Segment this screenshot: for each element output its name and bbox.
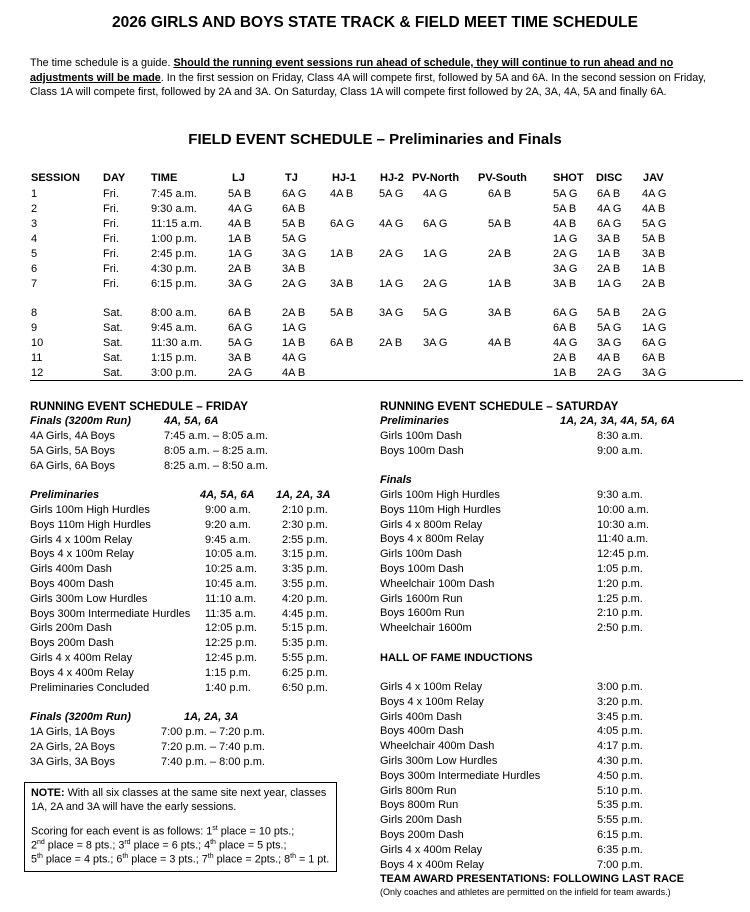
field-cell-hj2: 5A G bbox=[379, 188, 404, 200]
field-cell-session: 8 bbox=[31, 307, 38, 319]
field-cell-lj: 5A G bbox=[228, 337, 253, 349]
field-cell-shot: 6A G bbox=[553, 307, 578, 319]
field-cell-pv-north: 4A G bbox=[423, 188, 448, 200]
event-time: 9:00 a.m. bbox=[205, 504, 251, 516]
event-time: 3:55 p.m. bbox=[282, 578, 328, 590]
page-title: 2026 GIRLS AND BOYS STATE TRACK & FIELD MEET TIME SCHEDULE bbox=[112, 14, 638, 31]
field-cell-shot: 5A B bbox=[553, 203, 577, 215]
field-cell-day: Sat. bbox=[103, 322, 123, 334]
field-cell-day: Fri. bbox=[103, 263, 119, 275]
event-name: Boys 110m High Hurdles bbox=[30, 518, 151, 531]
field-cell-tj: 4A B bbox=[282, 367, 306, 379]
event-name: Wheelchair 100m Dash bbox=[380, 577, 495, 590]
field-cell-pv-south: 3A B bbox=[488, 307, 512, 319]
field-cell-time: 11:30 a.m. bbox=[151, 337, 203, 349]
field-cell-pv-south: 1A B bbox=[488, 278, 512, 290]
field-cell-lj: 6A B bbox=[228, 307, 252, 319]
field-cell-disc: 2A G bbox=[597, 367, 622, 379]
field-table-divider bbox=[30, 380, 743, 381]
event-name: 6A Girls, 6A Boys bbox=[30, 459, 115, 472]
event-name: Boys 100m Dash bbox=[380, 563, 464, 575]
col-hj2: HJ-2 bbox=[380, 172, 404, 184]
event-name: Boys 4 x 400m Relay bbox=[380, 858, 484, 871]
field-cell-disc: 6A B bbox=[597, 188, 621, 200]
event-time: 4:30 p.m. bbox=[597, 755, 643, 767]
event-name: Preliminaries Concluded bbox=[30, 681, 150, 694]
field-cell-disc: 2A B bbox=[597, 263, 621, 275]
col-tj: TJ bbox=[285, 172, 298, 184]
event-name: 5A Girls, 5A Boys bbox=[30, 444, 115, 457]
event-time: 11:35 a.m. bbox=[205, 607, 257, 620]
col-lj: LJ bbox=[232, 172, 245, 184]
field-cell-jav: 6A B bbox=[642, 352, 666, 364]
field-cell-lj: 3A G bbox=[228, 278, 253, 290]
field-cell-pv-north: 3A G bbox=[423, 337, 448, 349]
event-time: 4:05 p.m. bbox=[597, 725, 643, 738]
field-cell-tj: 5A B bbox=[282, 218, 306, 230]
col-pv-south: PV-South bbox=[478, 172, 527, 184]
event-time: 8:05 a.m. – 8:25 a.m. bbox=[164, 444, 268, 457]
event-time: 1:05 p.m. bbox=[597, 563, 643, 575]
field-cell-hj1: 3A B bbox=[330, 278, 354, 290]
field-cell-disc: 6A G bbox=[597, 218, 622, 230]
event-time: 10:30 a.m. bbox=[597, 518, 649, 531]
col-jav: JAV bbox=[643, 172, 664, 184]
field-cell-day: Fri. bbox=[103, 233, 119, 245]
event-name: Boys 110m High Hurdles bbox=[380, 503, 501, 516]
field-cell-session: 1 bbox=[31, 188, 38, 200]
event-time: 12:45 p.m. bbox=[205, 652, 257, 664]
event-time: 8:25 a.m. – 8:50 a.m. bbox=[164, 459, 268, 472]
event-name: Boys 4 x 100m Relay bbox=[30, 548, 134, 561]
event-time: 11:10 a.m. bbox=[205, 592, 257, 605]
field-cell-time: 7:45 a.m. bbox=[151, 188, 197, 200]
event-time: 3:45 p.m. bbox=[597, 710, 643, 723]
field-cell-hj1: 1A B bbox=[330, 248, 354, 260]
field-cell-hj2: 2A B bbox=[379, 337, 403, 349]
field-cell-disc: 5A B bbox=[597, 307, 621, 319]
field-cell-session: 11 bbox=[31, 352, 43, 364]
field-cell-tj: 1A B bbox=[282, 337, 306, 349]
field-cell-time: 6:15 p.m. bbox=[151, 278, 197, 290]
field-cell-session: 3 bbox=[31, 218, 38, 230]
event-time: 7:40 p.m. – 8:00 p.m. bbox=[161, 755, 265, 768]
field-cell-day: Fri. bbox=[103, 218, 119, 230]
col-shot: SHOT bbox=[553, 172, 584, 184]
field-cell-shot: 5A G bbox=[553, 188, 578, 200]
event-time: 7:20 p.m. – 7:40 p.m. bbox=[161, 740, 265, 753]
field-cell-session: 9 bbox=[31, 322, 38, 334]
field-cell-session: 6 bbox=[31, 263, 38, 275]
field-cell-disc: 5A G bbox=[597, 322, 622, 334]
event-time: 4:17 p.m. bbox=[597, 740, 643, 753]
field-row bbox=[0, 188, 750, 202]
event-time: 5:35 p.m. bbox=[282, 637, 328, 650]
event-time: 2:55 p.m. bbox=[282, 533, 328, 546]
field-cell-session: 10 bbox=[31, 337, 44, 349]
field-cell-pv-south: 5A B bbox=[488, 218, 512, 230]
field-cell-day: Sat. bbox=[103, 307, 123, 319]
field-cell-time: 2:45 p.m. bbox=[151, 248, 197, 260]
field-cell-time: 8:00 a.m. bbox=[151, 307, 197, 319]
field-cell-pv-north: 1A G bbox=[423, 248, 448, 260]
event-name: Girls 4 x 100m Relay bbox=[380, 681, 483, 693]
field-cell-pv-north: 2A G bbox=[423, 278, 448, 290]
intro-emphasis: Should the running event sessions run ahead of schedule, they will continue to run ahead and no adjustments will be made bbox=[30, 57, 674, 84]
field-cell-pv-south: 4A B bbox=[488, 337, 512, 349]
event-name: 4A Girls, 4A Boys bbox=[30, 430, 115, 442]
event-name: 1A Girls, 1A Boys bbox=[30, 726, 115, 738]
field-cell-day: Sat. bbox=[103, 352, 123, 364]
event-name: Girls 400m Dash bbox=[380, 710, 462, 723]
col-time: TIME bbox=[151, 172, 178, 184]
saturday-prelims-label: Preliminaries bbox=[380, 415, 450, 427]
team-award-heading: TEAM AWARD PRESENTATIONS: FOLLOWING LAST RACE bbox=[380, 873, 684, 885]
field-cell-jav: 2A B bbox=[642, 278, 666, 290]
event-name: Boys 200m Dash bbox=[380, 829, 464, 841]
col-hj1: HJ-1 bbox=[332, 172, 356, 184]
event-time: 5:55 p.m. bbox=[597, 814, 643, 827]
event-name: Boys 200m Dash bbox=[30, 637, 114, 650]
hall-of-fame-heading: HALL OF FAME INDUCTIONS bbox=[380, 652, 533, 664]
field-cell-jav: 4A G bbox=[642, 188, 667, 200]
friday-prelims-col1: 4A, 5A, 6A bbox=[200, 489, 255, 501]
field-row bbox=[0, 337, 750, 351]
event-time: 1:25 p.m. bbox=[597, 592, 643, 605]
field-row bbox=[0, 218, 750, 232]
field-cell-session: 12 bbox=[31, 367, 44, 379]
event-time: 6:50 p.m. bbox=[282, 681, 328, 694]
col-pv-north: PV-North bbox=[412, 172, 460, 184]
field-cell-day: Fri. bbox=[103, 278, 119, 290]
event-time: 4:20 p.m. bbox=[282, 592, 328, 605]
event-name: Boys 1600m Run bbox=[380, 607, 465, 620]
field-cell-tj: 6A G bbox=[282, 188, 307, 200]
field-cell-session: 7 bbox=[31, 278, 38, 290]
field-cell-pv-north: 6A G bbox=[423, 218, 448, 230]
event-name: Girls 300m Low Hurdles bbox=[30, 592, 148, 605]
event-time: 5:35 p.m. bbox=[597, 799, 643, 812]
note-text-1: With all six classes at the same site next year, classes bbox=[64, 787, 327, 799]
field-cell-time: 11:15 a.m. bbox=[151, 218, 203, 230]
field-row bbox=[0, 367, 750, 381]
field-cell-time: 3:00 p.m. bbox=[151, 367, 197, 379]
field-cell-day: Sat. bbox=[103, 367, 123, 379]
note-box bbox=[24, 782, 337, 872]
friday-finals1-classes: 4A, 5A, 6A bbox=[164, 415, 219, 427]
event-time: 1:15 p.m. bbox=[205, 666, 251, 679]
note-line-1 bbox=[31, 787, 326, 799]
event-name: Boys 100m Dash bbox=[380, 444, 464, 457]
field-cell-tj: 1A G bbox=[282, 322, 307, 334]
event-name: Girls 200m Dash bbox=[30, 622, 112, 635]
field-cell-jav: 2A G bbox=[642, 307, 667, 319]
field-cell-shot: 4A B bbox=[553, 218, 577, 230]
field-cell-shot: 3A B bbox=[553, 278, 577, 290]
event-time: 3:00 p.m. bbox=[597, 681, 643, 693]
event-name: Girls 100m High Hurdles bbox=[380, 489, 500, 501]
field-row bbox=[0, 307, 750, 321]
saturday-finals-label: Finals bbox=[380, 474, 412, 486]
event-time: 2:30 p.m. bbox=[282, 518, 328, 531]
field-cell-lj: 4A B bbox=[228, 218, 252, 230]
field-row bbox=[0, 263, 750, 277]
event-time: 3:35 p.m. bbox=[282, 563, 328, 576]
event-time: 2:10 p.m. bbox=[282, 504, 328, 516]
note-label: NOTE: bbox=[31, 787, 65, 799]
event-time: 7:00 p.m. bbox=[597, 858, 643, 871]
event-time: 8:30 a.m. bbox=[597, 430, 643, 442]
field-cell-hj2: 2A G bbox=[379, 248, 404, 260]
event-time: 3:15 p.m. bbox=[282, 548, 328, 561]
event-time: 6:35 p.m. bbox=[597, 843, 643, 856]
field-table-header bbox=[0, 172, 750, 186]
note-line-2: 1A, 2A and 3A will have the early sessions. bbox=[31, 801, 237, 813]
event-time: 5:55 p.m. bbox=[282, 652, 328, 664]
field-cell-jav: 3A B bbox=[642, 248, 666, 260]
friday-finals2-classes: 1A, 2A, 3A bbox=[184, 711, 239, 723]
event-time: 10:00 a.m. bbox=[597, 503, 649, 516]
event-time: 12:05 p.m. bbox=[205, 622, 257, 635]
event-name: 2A Girls, 2A Boys bbox=[30, 740, 115, 753]
event-name: Girls 100m Dash bbox=[380, 548, 462, 561]
event-name: Boys 400m Dash bbox=[30, 578, 114, 590]
scoring-line-3: 5th place = 4 pts.; 6th place = 3 pts.; 7th place = 2pts.; 8th = 1 pt. bbox=[31, 853, 330, 866]
event-name: Girls 1600m Run bbox=[380, 592, 463, 605]
friday-finals1-label: Finals (3200m Run) bbox=[30, 415, 131, 427]
scoring-line-1: Scoring for each event is as follows: 1st place = 10 pts.; bbox=[31, 825, 295, 838]
event-time: 12:45 p.m. bbox=[597, 548, 649, 561]
field-cell-time: 4:30 p.m. bbox=[151, 263, 197, 275]
event-name: Girls 4 x 400m Relay bbox=[380, 843, 483, 856]
event-name: Wheelchair 1600m bbox=[380, 622, 472, 635]
field-cell-shot: 1A B bbox=[553, 367, 577, 379]
event-time: 10:05 a.m. bbox=[205, 548, 257, 561]
field-cell-disc: 1A G bbox=[597, 278, 622, 290]
friday-prelims-label: Preliminaries bbox=[30, 489, 100, 501]
field-cell-disc: 3A B bbox=[597, 233, 621, 245]
event-name: Girls 4 x 400m Relay bbox=[30, 652, 133, 664]
saturday-title: RUNNING EVENT SCHEDULE – SATURDAY bbox=[380, 400, 619, 413]
intro-paragraph bbox=[30, 56, 710, 100]
field-cell-tj: 3A B bbox=[282, 263, 306, 275]
field-row bbox=[0, 278, 750, 292]
event-name: Boys 300m Intermediate Hurdles bbox=[30, 607, 191, 620]
field-cell-hj2: 3A G bbox=[379, 307, 404, 319]
field-cell-lj: 6A G bbox=[228, 322, 253, 334]
event-time: 9:00 a.m. bbox=[597, 444, 643, 457]
field-row bbox=[0, 248, 750, 262]
field-row bbox=[0, 233, 750, 247]
event-time: 12:25 p.m. bbox=[205, 637, 257, 650]
field-cell-tj: 5A G bbox=[282, 233, 307, 245]
field-cell-jav: 6A G bbox=[642, 337, 667, 349]
field-cell-jav: 1A G bbox=[642, 322, 667, 334]
event-name: Girls 4 x 800m Relay bbox=[380, 518, 483, 531]
field-cell-disc: 3A G bbox=[597, 337, 622, 349]
event-name: Girls 800m Run bbox=[380, 784, 457, 797]
field-cell-time: 9:45 a.m. bbox=[151, 322, 197, 334]
field-cell-time: 1:00 p.m. bbox=[151, 233, 197, 245]
event-time: 9:20 a.m. bbox=[205, 518, 251, 531]
event-name: Girls 4 x 100m Relay bbox=[30, 533, 133, 546]
field-cell-time: 1:15 p.m. bbox=[151, 352, 197, 364]
intro-text-1: The time schedule is a guide. bbox=[30, 57, 174, 69]
event-time: 11:40 a.m. bbox=[597, 533, 649, 546]
team-award-note: (Only coaches and athletes are permitted on the infield for team awards.) bbox=[380, 887, 671, 897]
event-time: 10:25 a.m. bbox=[205, 563, 257, 576]
field-cell-session: 2 bbox=[31, 203, 38, 215]
field-cell-tj: 2A B bbox=[282, 307, 306, 319]
event-name: Girls 200m Dash bbox=[380, 814, 462, 827]
field-cell-pv-south: 2A B bbox=[488, 248, 512, 260]
field-cell-day: Sat. bbox=[103, 337, 123, 349]
field-row bbox=[0, 352, 750, 366]
friday-prelims-col2: 1A, 2A, 3A bbox=[276, 489, 331, 501]
field-cell-lj: 1A G bbox=[228, 248, 253, 260]
field-cell-lj: 2A G bbox=[228, 367, 253, 379]
field-cell-jav: 5A B bbox=[642, 233, 666, 245]
field-cell-shot: 4A G bbox=[553, 337, 578, 349]
event-time: 7:00 p.m. – 7:20 p.m. bbox=[161, 726, 265, 738]
event-name: 3A Girls, 3A Boys bbox=[30, 755, 115, 768]
field-cell-time: 9:30 a.m. bbox=[151, 203, 197, 215]
field-cell-lj: 2A B bbox=[228, 263, 252, 275]
event-time: 9:45 a.m. bbox=[205, 533, 251, 546]
field-cell-hj1: 6A B bbox=[330, 337, 354, 349]
field-cell-disc: 4A B bbox=[597, 352, 621, 364]
field-cell-shot: 6A B bbox=[553, 322, 577, 334]
event-name: Boys 800m Run bbox=[380, 799, 459, 812]
friday-finals2-label: Finals (3200m Run) bbox=[30, 711, 131, 723]
event-time: 4:50 p.m. bbox=[597, 769, 643, 782]
friday-title: RUNNING EVENT SCHEDULE – FRIDAY bbox=[30, 400, 248, 413]
field-cell-day: Fri. bbox=[103, 188, 119, 200]
field-cell-session: 4 bbox=[31, 233, 38, 245]
field-schedule-title: FIELD EVENT SCHEDULE – Preliminaries and Finals bbox=[188, 131, 562, 148]
field-cell-tj: 2A G bbox=[282, 278, 307, 290]
field-cell-shot: 2A B bbox=[553, 352, 577, 364]
event-time: 2:50 p.m. bbox=[597, 622, 643, 635]
field-cell-jav: 5A G bbox=[642, 218, 667, 230]
field-row bbox=[0, 322, 750, 336]
event-time: 9:30 a.m. bbox=[597, 489, 643, 501]
field-cell-tj: 3A G bbox=[282, 248, 307, 260]
col-session: SESSION bbox=[31, 172, 80, 184]
field-cell-pv-south: 6A B bbox=[488, 188, 512, 200]
col-day: DAY bbox=[103, 172, 126, 184]
event-time: 6:15 p.m. bbox=[597, 829, 643, 841]
field-cell-jav: 3A G bbox=[642, 367, 667, 379]
saturday-prelims-classes: 1A, 2A, 3A, 4A, 5A, 6A bbox=[560, 415, 675, 427]
event-time: 3:20 p.m. bbox=[597, 695, 643, 708]
field-cell-hj1: 5A B bbox=[330, 307, 354, 319]
field-cell-day: Fri. bbox=[103, 203, 119, 215]
event-time: 6:25 p.m. bbox=[282, 666, 328, 679]
field-cell-tj: 4A G bbox=[282, 352, 307, 364]
event-time: 2:10 p.m. bbox=[597, 607, 643, 620]
event-name: Boys 400m Dash bbox=[380, 725, 464, 738]
field-cell-shot: 3A G bbox=[553, 263, 578, 275]
event-name: Girls 100m High Hurdles bbox=[30, 504, 150, 516]
field-cell-disc: 1A B bbox=[597, 248, 621, 260]
event-name: Boys 4 x 800m Relay bbox=[380, 533, 484, 546]
event-time: 7:45 a.m. – 8:05 a.m. bbox=[164, 430, 268, 442]
scoring-line-2: 2nd place = 8 pts.; 3rd place = 6 pts.; 4th place = 5 pts.; bbox=[31, 839, 287, 852]
field-cell-tj: 6A B bbox=[282, 203, 306, 215]
event-time: 1:20 p.m. bbox=[597, 577, 643, 590]
field-cell-pv-north: 5A G bbox=[423, 307, 448, 319]
event-name: Girls 100m Dash bbox=[380, 430, 462, 442]
field-cell-hj1: 6A G bbox=[330, 218, 355, 230]
intro-text-2: . In the first session on Friday, Class 4A will compete first, followed by 5A and 6A. In the second session on Friday, Class 1A will compete first, followed by 2A and 3A. On Saturday, Class 1A will compete first followed by 2A, 3A, 4A, 5A and finally 6A. bbox=[30, 71, 706, 99]
event-name: Boys 4 x 400m Relay bbox=[30, 666, 134, 679]
event-name: Wheelchair 400m Dash bbox=[380, 740, 495, 753]
field-cell-jav: 4A B bbox=[642, 203, 666, 215]
field-cell-hj2: 1A G bbox=[379, 278, 404, 290]
field-cell-jav: 1A B bbox=[642, 263, 666, 275]
field-cell-hj1: 4A B bbox=[330, 188, 354, 200]
field-cell-lj: 4A G bbox=[228, 203, 253, 215]
event-time: 5:15 p.m. bbox=[282, 622, 328, 635]
field-cell-lj: 5A B bbox=[228, 188, 252, 200]
field-cell-hj2: 4A G bbox=[379, 218, 404, 230]
field-cell-disc: 4A G bbox=[597, 203, 622, 215]
field-cell-shot: 1A G bbox=[553, 233, 578, 245]
event-time: 4:45 p.m. bbox=[282, 607, 328, 620]
event-time: 5:10 p.m. bbox=[597, 784, 643, 797]
event-name: Boys 300m Intermediate Hurdles bbox=[380, 769, 541, 782]
event-time: 1:40 p.m. bbox=[205, 681, 251, 694]
field-cell-session: 5 bbox=[31, 248, 38, 260]
field-cell-lj: 1A B bbox=[228, 233, 252, 245]
event-time: 10:45 a.m. bbox=[205, 578, 257, 590]
field-cell-lj: 3A B bbox=[228, 352, 252, 364]
field-cell-shot: 2A G bbox=[553, 248, 578, 260]
event-name: Girls 300m Low Hurdles bbox=[380, 755, 498, 767]
field-row bbox=[0, 203, 750, 217]
col-disc: DISC bbox=[596, 172, 623, 184]
event-name: Girls 400m Dash bbox=[30, 563, 112, 576]
event-name: Boys 4 x 100m Relay bbox=[380, 695, 484, 708]
field-cell-day: Fri. bbox=[103, 248, 119, 260]
